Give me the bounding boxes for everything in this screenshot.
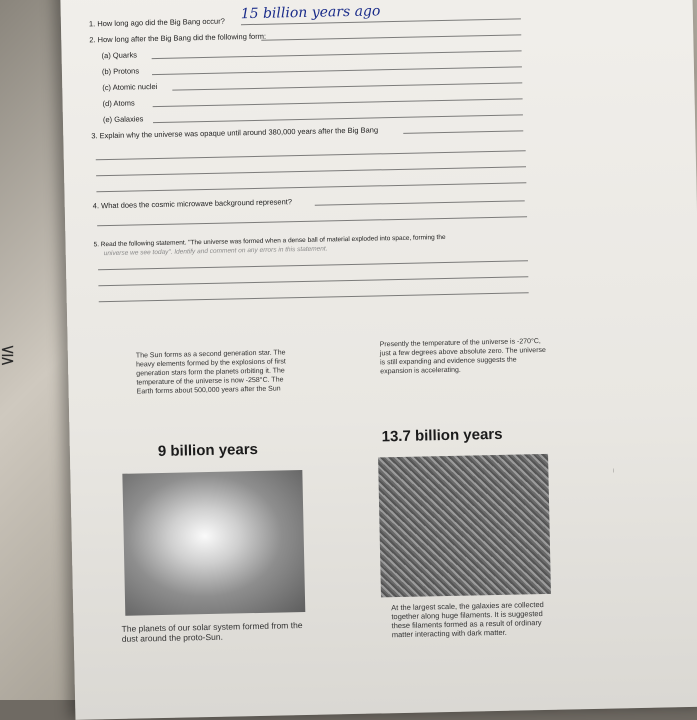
question-5-continued: universe we see today". Identify and comment on any errors in this statement. (103, 245, 328, 258)
left-card-caption: The planets of our solar system formed from the dust around the proto-Sun. (121, 620, 303, 644)
question-2c: (c) Atomic nuclei (102, 81, 158, 93)
answer-line (96, 150, 526, 160)
answer-line (96, 166, 526, 176)
answer-line (172, 82, 522, 90)
galaxy-filaments-image (378, 454, 551, 598)
left-card-text: The Sun forms as a second generation star. The heavy elements formed by the explosions of first generation stars form the planets orbiting it. The temperature of the universe is now -258°C. The Earth forms about 500,000 years after the Sun (135, 349, 286, 396)
right-card-title: 13.7 billion years (381, 425, 503, 446)
worksheet-page (60, 0, 697, 720)
left-card-title: 9 billion years (157, 440, 259, 461)
question-2e: (e) Galaxies (102, 114, 144, 125)
page-edge-text: — (611, 468, 617, 473)
question-1: 1. How long ago did the Big Bang occur? (88, 16, 225, 29)
right-card-text: Presently the temperature of the universe is -270°C, just a few degrees above absolute zero. The universe is still expanding and evidence suggests the expansion is accelerating. (379, 338, 546, 376)
answer-line (96, 182, 526, 192)
right-card-caption: At the largest scale, the galaxies are collected together along huge filaments. It is suggested these filaments formed as a result of ordinary matter interacting with dark matter. (391, 600, 544, 640)
solar-nebula-image (122, 470, 305, 616)
question-1-answer: 15 billion years ago (240, 3, 381, 23)
question-4: 4. What does the cosmic microwave background represent? (92, 197, 293, 211)
answer-line (152, 66, 522, 75)
answer-line (97, 216, 527, 226)
question-3: 3. Explain why the universe was opaque until around 380,000 years after the Big Bang (91, 125, 379, 141)
answer-line (153, 98, 523, 107)
question-5: 5. Read the following statement. "The universe was formed when a dense ball of material exploded into space, forming the (93, 233, 446, 249)
answer-line (153, 114, 523, 123)
answer-line (98, 260, 528, 270)
answer-line (261, 34, 521, 40)
answer-line (98, 276, 528, 286)
question-2a: (a) Quarks (101, 50, 138, 61)
answer-line (99, 292, 529, 302)
edge-scribble: ⋚ (0, 345, 16, 365)
answer-line (403, 130, 523, 134)
answer-line (152, 50, 522, 59)
question-2b: (b) Protons (101, 66, 140, 77)
question-2: 2. How long after the Big Bang did the following form: (89, 31, 267, 45)
question-2d: (d) Atoms (102, 98, 135, 109)
answer-line (315, 200, 525, 205)
